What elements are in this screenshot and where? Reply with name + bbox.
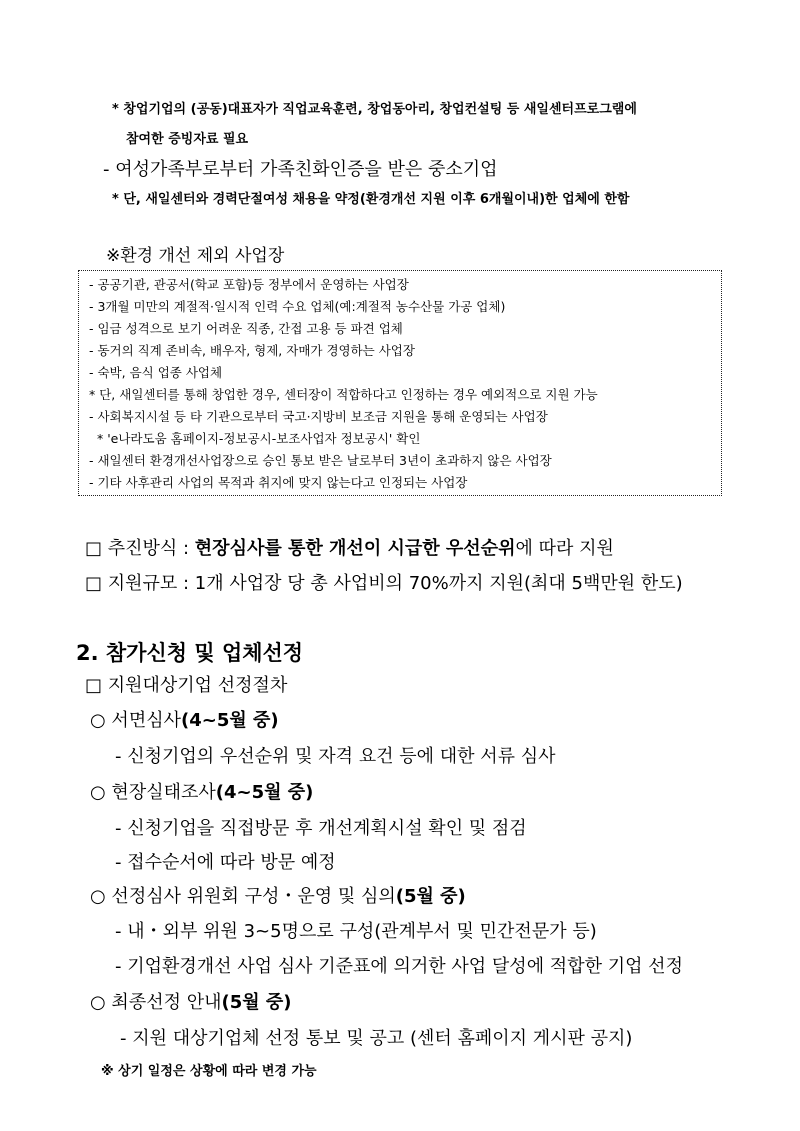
- method-suffix: 에 따라 지원: [515, 538, 614, 559]
- excluded-check-note: * 'e나라도움 홈페이지-정보공시-보조사업자 정보공시' 확인: [97, 431, 421, 446]
- scale-line: □ 지원규모 : 1개 사업장 당 총 사업비의 70%까지 지원(최대 5백만원 한도): [85, 573, 683, 594]
- step-detail: - 신청기업을 직접방문 후 개선계획시설 확인 및 점검: [115, 818, 527, 839]
- excluded-item: - 기타 사후관리 사업의 목적과 취지에 맞지 않는다고 인정되는 사업장: [89, 475, 468, 490]
- procedure-title: □ 지원대상기업 선정절차: [85, 675, 288, 696]
- step-site-inspection: ○ 현장실태조사(4~5월 중): [90, 782, 314, 803]
- step-final-notice: ○ 최종선정 안내(5월 중): [90, 992, 292, 1013]
- schedule-footnote: ※ 상기 일정은 상황에 따라 변경 가능: [101, 1064, 317, 1079]
- method-prefix: □ 추진방식 :: [85, 538, 195, 559]
- founder-note-line1: * 창업기업의 (공동)대표자가 직업교육훈련, 창업동아리, 창업컨설팅 등 새일센터프로그램에: [112, 102, 637, 117]
- method-emphasis: 현장심사를 통한 개선이 시급한 우선순위: [194, 538, 516, 559]
- step-committee: ○ 선정심사 위원회 구성・운영 및 심의(5월 중): [90, 886, 466, 907]
- excluded-item: - 3개월 미만의 계절적·일시적 인력 수요 업체(예:계절적 농수산물 가공 업체): [89, 299, 506, 314]
- excluded-item: - 공공기관, 관공서(학교 포함)등 정부에서 운영하는 사업장: [89, 277, 409, 292]
- excluded-title: ※환경 개선 제외 사업장: [106, 246, 285, 266]
- step-document-review: ○ 서면심사(4~5월 중): [90, 710, 279, 731]
- section-heading: 2. 참가신청 및 업체선정: [76, 641, 304, 665]
- excluded-item: - 숙박, 음식 업종 사업체: [89, 365, 223, 380]
- step-detail: - 신청기업의 우선순위 및 자격 요건 등에 대한 서류 심사: [115, 746, 556, 767]
- hiring-agreement-note: * 단, 새일센터와 경력단절여성 채용을 약정(환경개선 지원 이후 6개월이내)한 업체에 한함: [112, 192, 630, 207]
- family-friendly-line: - 여성가족부로부터 가족친화인증을 받은 중소기업: [103, 159, 498, 180]
- step-detail: - 지원 대상기업체 선정 통보 및 공고 (센터 홈페이지 게시판 공지): [120, 1028, 633, 1049]
- excluded-item: - 임금 성격으로 보기 어려운 직종, 간접 고용 등 파견 업체: [89, 321, 403, 336]
- excluded-item: - 동거의 직계 존비속, 배우자, 형제, 자매가 경영하는 사업장: [89, 343, 415, 358]
- method-line: [85, 534, 614, 560]
- excluded-exception-note: * 단, 새일센터를 통해 창업한 경우, 센터장이 적합하다고 인정하는 경우 예외적으로 지원 가능: [89, 387, 598, 402]
- excluded-item: - 새일센터 환경개선사업장으로 승인 통보 받은 날로부터 3년이 초과하지 않은 사업장: [89, 453, 552, 468]
- founder-note-line2: 참여한 증빙자료 필요: [126, 132, 249, 147]
- step-detail: - 기업환경개선 사업 심사 기준표에 의거한 사업 달성에 적합한 기업 선정: [115, 956, 683, 977]
- excluded-item: - 사회복지시설 등 타 기관으로부터 국고·지방비 보조금 지원을 통해 운영되는 사업장: [89, 409, 548, 424]
- excluded-list-box: [78, 270, 722, 496]
- step-detail: - 접수순서에 따라 방문 예정: [115, 852, 336, 873]
- step-detail: - 내・외부 위원 3~5명으로 구성(관계부서 및 민간전문가 등): [115, 921, 597, 942]
